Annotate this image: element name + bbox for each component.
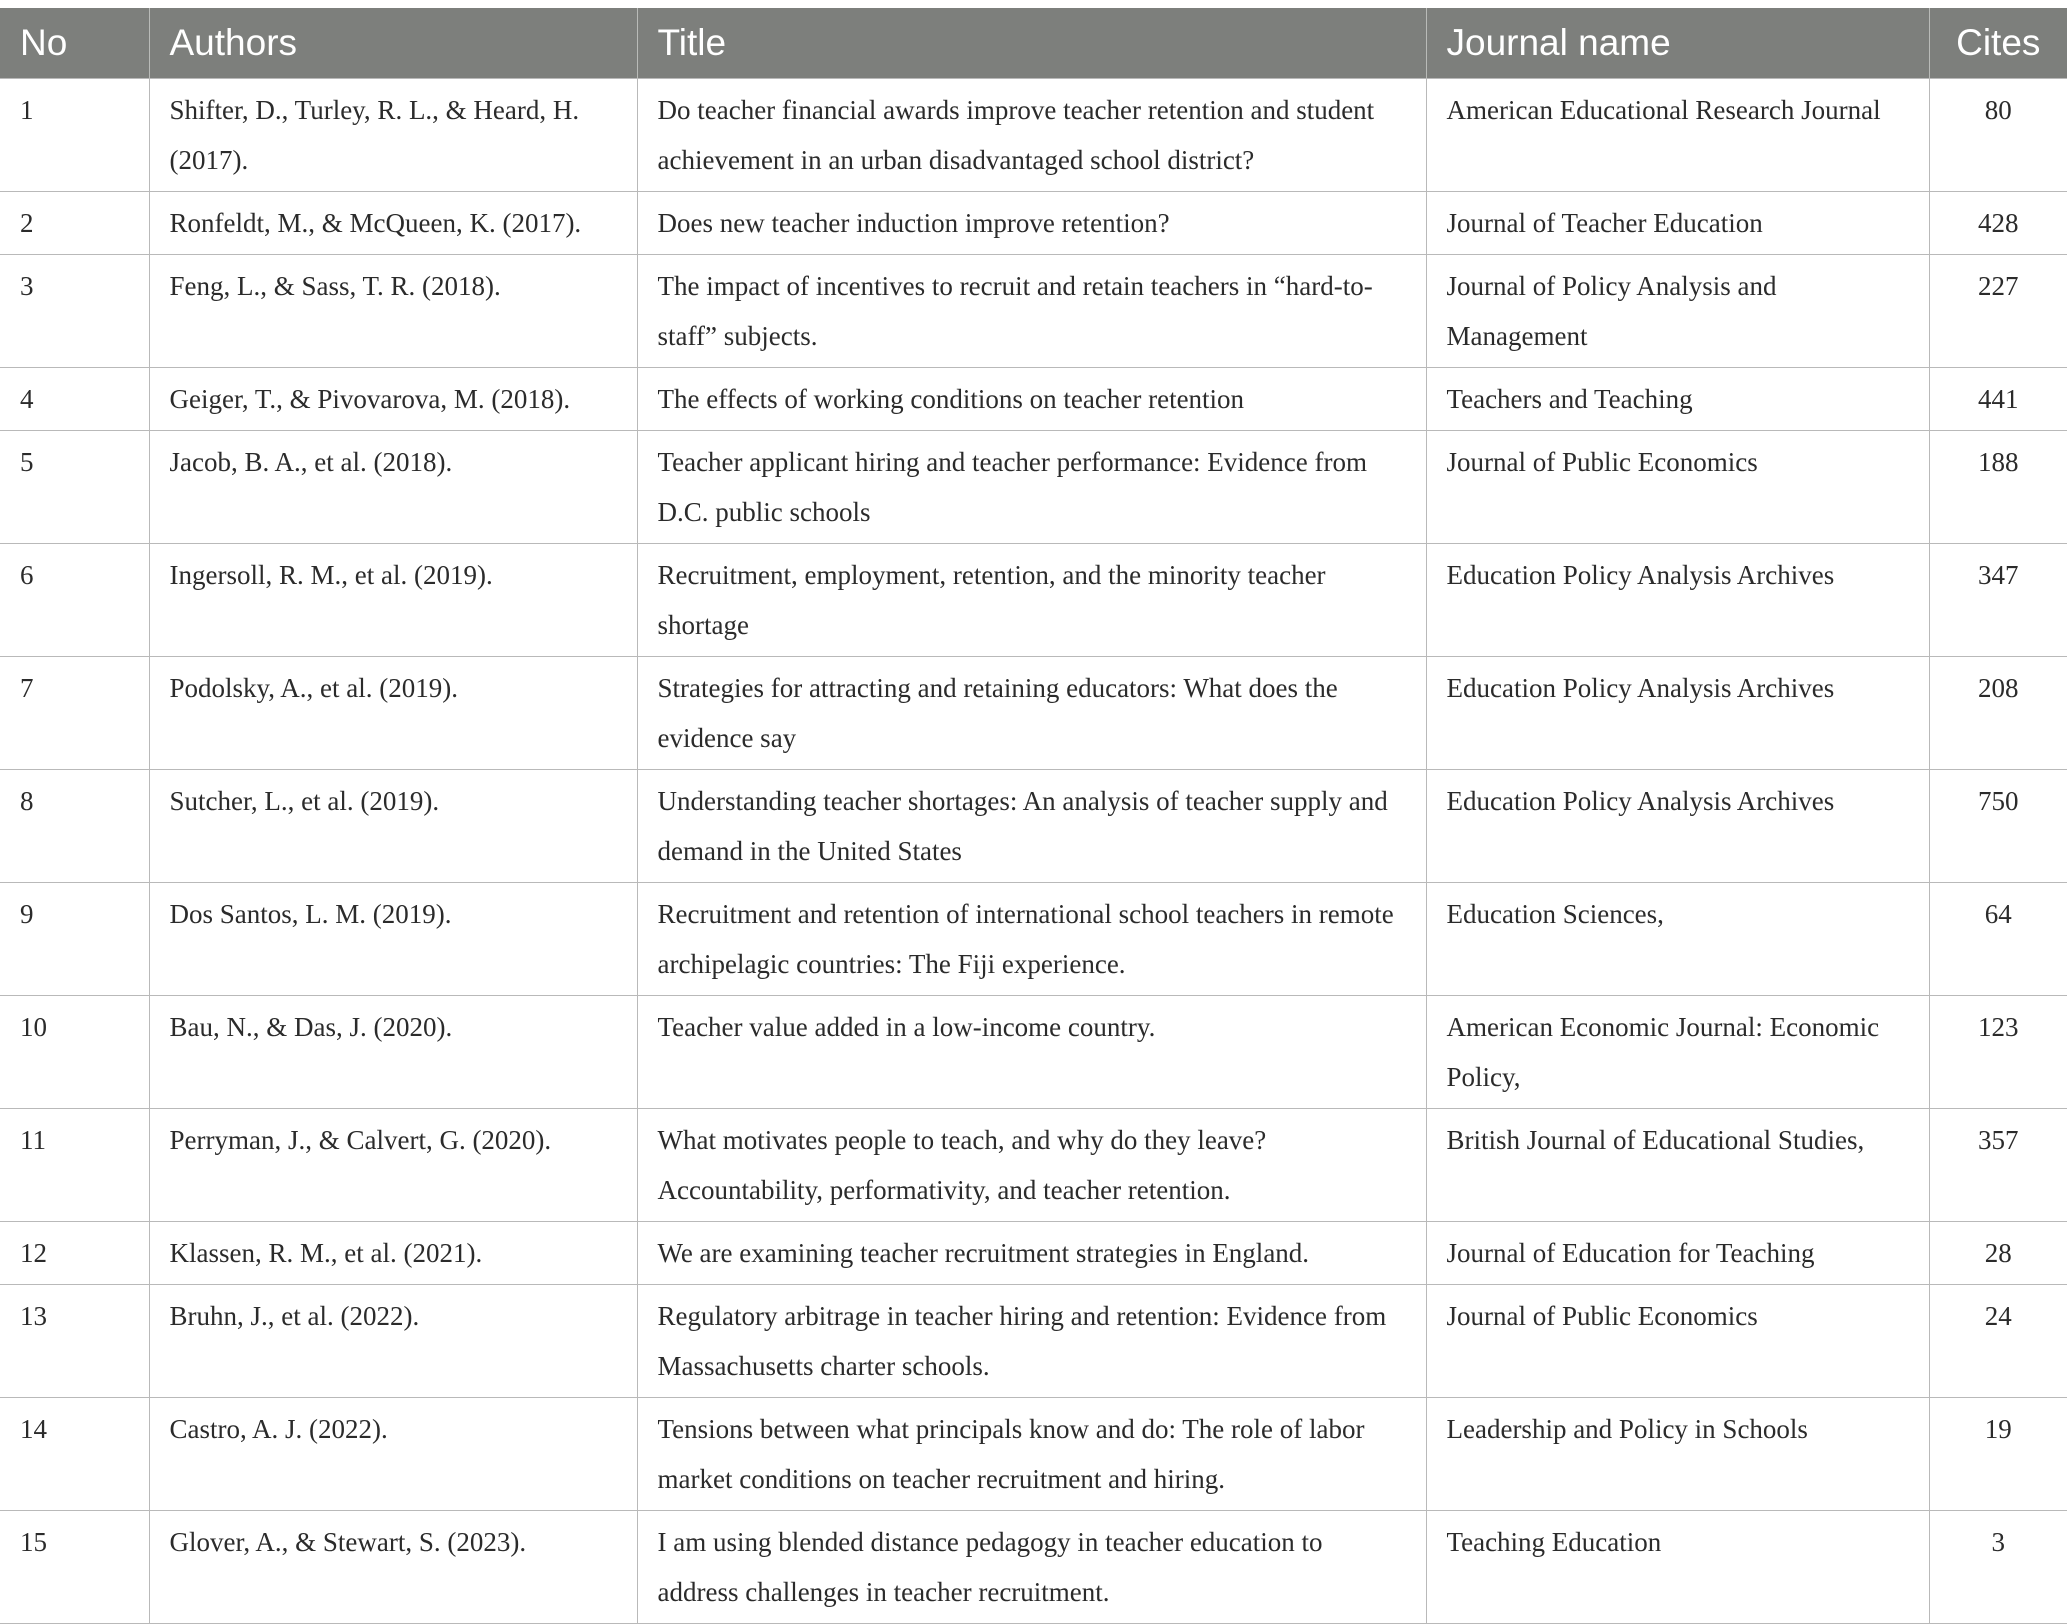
cell-journal: Journal of Policy Analysis and Management (1426, 254, 1929, 367)
cell-cites: 357 (1929, 1108, 2067, 1221)
cell-cites: 123 (1929, 995, 2067, 1108)
cell-cites: 188 (1929, 430, 2067, 543)
cell-authors: Dos Santos, L. M. (2019). (149, 882, 637, 995)
table-row (0, 882, 2067, 995)
cell-no: 9 (0, 882, 149, 995)
header-cites: Cites (1929, 8, 2067, 78)
cell-cites: 750 (1929, 769, 2067, 882)
cell-authors: Glover, A., & Stewart, S. (2023). (149, 1510, 637, 1623)
cell-cites: 80 (1929, 78, 2067, 191)
cell-journal: Education Policy Analysis Archives (1426, 543, 1929, 656)
cell-title: Understanding teacher shortages: An analysis of teacher supply and demand in the United States (637, 769, 1426, 882)
cell-journal: Journal of Public Economics (1426, 1284, 1929, 1397)
cell-journal: Leadership and Policy in Schools (1426, 1397, 1929, 1510)
cell-title: We are examining teacher recruitment strategies in England. (637, 1221, 1426, 1284)
header-no: No (20, 21, 68, 63)
table-row (0, 1221, 2067, 1284)
cell-authors: Podolsky, A., et al. (2019). (149, 656, 637, 769)
cell-no: 6 (0, 543, 149, 656)
table-row (0, 656, 2067, 769)
cell-title: Strategies for attracting and retaining educators: What does the evidence say (637, 656, 1426, 769)
table-row (0, 254, 2067, 367)
table-row (0, 191, 2067, 254)
cell-no: 4 (0, 367, 149, 430)
cell-cites: 428 (1929, 191, 2067, 254)
cell-title: Tensions between what principals know and do: The role of labor market conditions on teacher recruitment and hiring. (637, 1397, 1426, 1510)
cell-no: 13 (0, 1284, 149, 1397)
table-row (0, 769, 2067, 882)
cell-title: What motivates people to teach, and why do they leave? Accountability, performativity, and teacher retention. (637, 1108, 1426, 1221)
cell-title: Do teacher financial awards improve teacher retention and student achievement in an urban disadvantaged school district? (637, 78, 1426, 191)
header-journal: Journal name (1426, 8, 1929, 78)
cell-authors: Bruhn, J., et al. (2022). (149, 1284, 637, 1397)
cell-authors: Bau, N., & Das, J. (2020). (149, 995, 637, 1108)
references-table (0, 8, 2067, 1624)
header-title: Title (637, 8, 1426, 78)
cell-journal: Journal of Public Economics (1426, 430, 1929, 543)
cell-cites: 208 (1929, 656, 2067, 769)
cell-journal: British Journal of Educational Studies, (1426, 1108, 1929, 1221)
cell-journal: Education Policy Analysis Archives (1426, 656, 1929, 769)
cell-no: 10 (0, 995, 149, 1108)
table-row (0, 1108, 2067, 1221)
cell-journal: Education Sciences, (1426, 882, 1929, 995)
cell-no: 3 (0, 254, 149, 367)
cell-no: 7 (0, 656, 149, 769)
cell-cites: 347 (1929, 543, 2067, 656)
table-row (0, 1284, 2067, 1397)
cell-title: The impact of incentives to recruit and retain teachers in “hard-to-staff” subjects. (637, 254, 1426, 367)
cell-cites: 24 (1929, 1284, 2067, 1397)
cell-title: Does new teacher induction improve retention? (637, 191, 1426, 254)
cell-cites: 227 (1929, 254, 2067, 367)
cell-title: Recruitment, employment, retention, and the minority teacher shortage (637, 543, 1426, 656)
cell-journal: American Educational Research Journal (1426, 78, 1929, 191)
cell-title: The effects of working conditions on teacher retention (637, 367, 1426, 430)
cell-no: 12 (0, 1221, 149, 1284)
table-row (0, 430, 2067, 543)
cell-authors: Perryman, J., & Calvert, G. (2020). (149, 1108, 637, 1221)
cell-title: Recruitment and retention of international school teachers in remote archipelagic countries: The Fiji experience. (637, 882, 1426, 995)
cell-journal: Teachers and Teaching (1426, 367, 1929, 430)
cell-no: 14 (0, 1397, 149, 1510)
cell-authors: Sutcher, L., et al. (2019). (149, 769, 637, 882)
table-row (0, 1510, 2067, 1623)
cell-cites: 441 (1929, 367, 2067, 430)
cell-cites: 28 (1929, 1221, 2067, 1284)
cell-no: 15 (0, 1510, 149, 1623)
cell-cites: 3 (1929, 1510, 2067, 1623)
cell-authors: Klassen, R. M., et al. (2021). (149, 1221, 637, 1284)
table-row (0, 78, 2067, 191)
cell-no: 5 (0, 430, 149, 543)
cell-authors: Ingersoll, R. M., et al. (2019). (149, 543, 637, 656)
cell-authors: Ronfeldt, M., & McQueen, K. (2017). (149, 191, 637, 254)
cell-authors: Jacob, B. A., et al. (2018). (149, 430, 637, 543)
cell-journal: Journal of Teacher Education (1426, 191, 1929, 254)
table-row (0, 367, 2067, 430)
cell-title: Teacher value added in a low-income country. (637, 995, 1426, 1108)
cell-journal: American Economic Journal: Economic Policy, (1426, 995, 1929, 1108)
cell-authors: Shifter, D., Turley, R. L., & Heard, H. (2017). (149, 78, 637, 191)
cell-journal: Journal of Education for Teaching (1426, 1221, 1929, 1284)
cell-cites: 64 (1929, 882, 2067, 995)
table-row (0, 995, 2067, 1108)
table-body (0, 78, 2067, 1623)
table-row (0, 1397, 2067, 1510)
cell-authors: Feng, L., & Sass, T. R. (2018). (149, 254, 637, 367)
table-header (0, 8, 2067, 78)
header-row (0, 8, 2067, 78)
cell-no: 11 (0, 1108, 149, 1221)
cell-authors: Geiger, T., & Pivovarova, M. (2018). (149, 367, 637, 430)
cell-journal: Teaching Education (1426, 1510, 1929, 1623)
cell-title: I am using blended distance pedagogy in teacher education to address challenges in teacher recruitment. (637, 1510, 1426, 1623)
cell-authors: Castro, A. J. (2022). (149, 1397, 637, 1510)
cell-no: 2 (0, 191, 149, 254)
cell-no: 1 (0, 78, 149, 191)
cell-no: 8 (0, 769, 149, 882)
table-row (0, 543, 2067, 656)
cell-title: Regulatory arbitrage in teacher hiring and retention: Evidence from Massachusetts charter schools. (637, 1284, 1426, 1397)
cell-title: Teacher applicant hiring and teacher performance: Evidence from D.C. public schools (637, 430, 1426, 543)
cell-cites: 19 (1929, 1397, 2067, 1510)
header-authors: Authors (149, 8, 637, 78)
cell-journal: Education Policy Analysis Archives (1426, 769, 1929, 882)
